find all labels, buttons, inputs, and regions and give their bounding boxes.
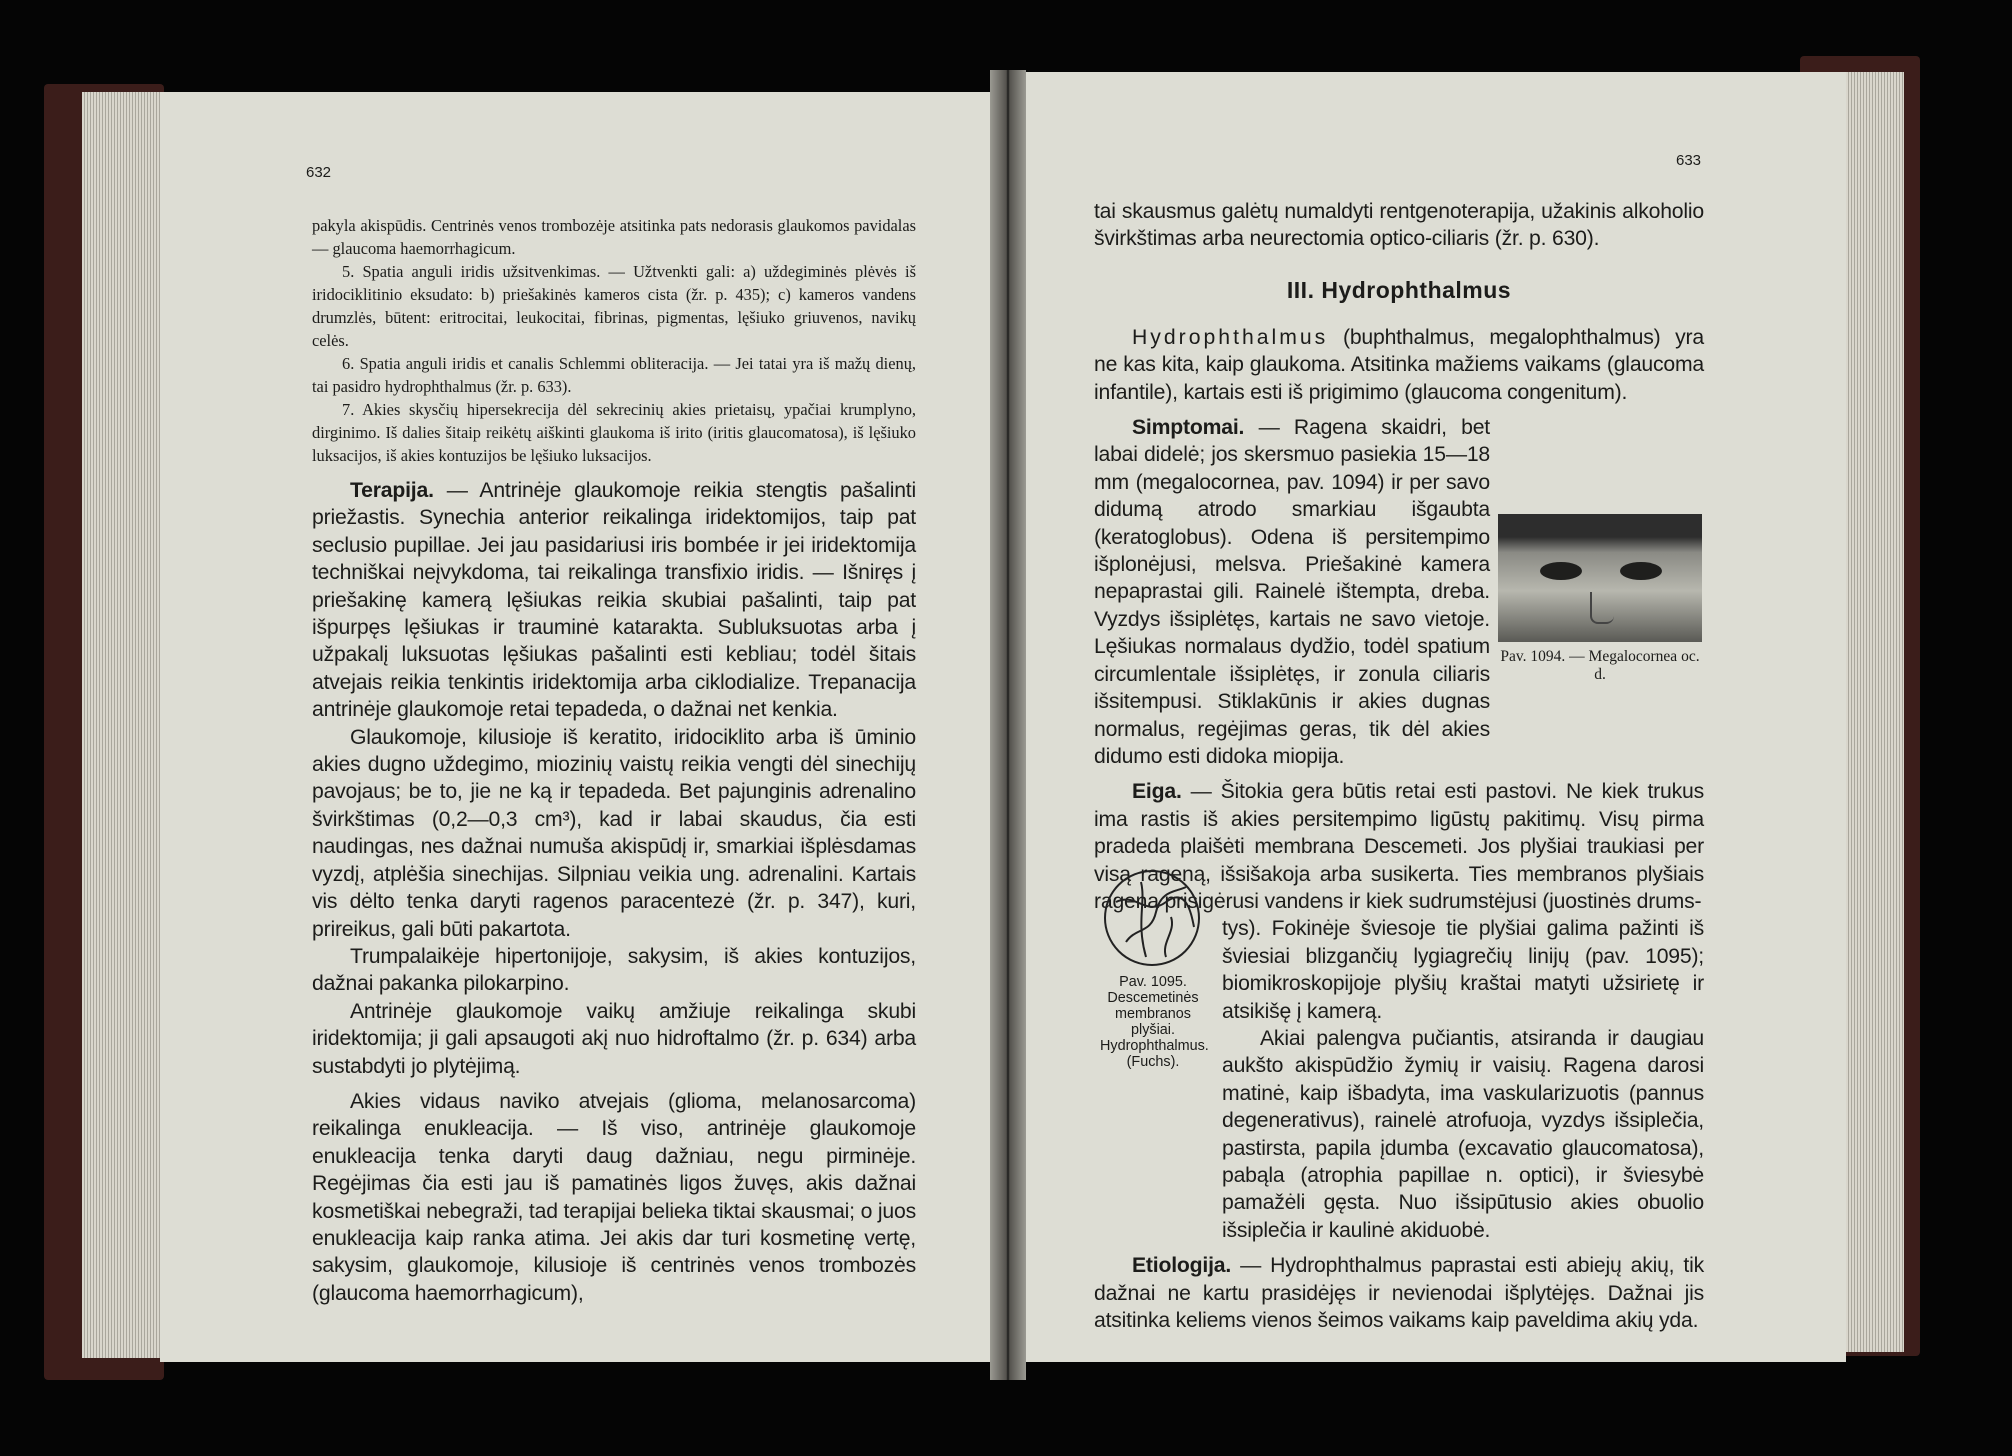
paragraph: — Antrinėje glaukomoje reikia stengtis pašalinti priežastis. Synechia anterior reikalinga iridektomijos, taip pat seclusio pupillae. Jei jau pasidariusi iris bombée ir jei iridektomija techniškai neįvykdoma, tai reikalinga transfixio iridis. — Išniręs į priešakinę kamerą lęšiukas reikia skubiai pašalinti, taip pat išpurpęs lęšiukas ir trauminė katarakta. Subluksuotas arba į užpakalį luksuotas lęšiukas pašalinti esti kebliau; todėl šitais atvejais reikia tenkintis iridektomija arba ciklodialize. Trepanacija antrinėje glaukomoje retai tepadeda, o dažnai net kenkia. [312, 479, 916, 722]
hydro-term: Hydrophthalmus [1132, 325, 1329, 349]
figure-1094 [1498, 514, 1702, 684]
paragraph: tys). Fokinėje šviesoje tie plyšiai galima pažinti iš šviesiai blizgančių lygiagrečių linijų (pav. 1095); biomikroskopijoje plyšių kraštai matyti užsirietę ir atsikišę į kamerą. [1222, 917, 1704, 1023]
section-title: III. Hydrophthalmus [1286, 276, 1512, 303]
right-column [1094, 198, 1704, 1334]
descemet-diagram [1104, 870, 1200, 966]
small-print-block [312, 214, 916, 467]
simptomai-heading: Simptomai. [1132, 416, 1245, 440]
terapija-block [312, 477, 916, 1307]
paragraph: 7. Akies skysčių hipersekrecija dėl sekrecinių akies prietaisų, ypačiai krumplyno, dirginimo. Iš dalies šitaip reikėtų aiškinti glaukoma iš irito (iritis glaucomatosa), iš lęšiuko luksacijos, iš akies kontuzijos be lęšiuko luksacijos. [312, 400, 916, 465]
paragraph: 6. Spatia anguli iridis et canalis Schlemmi obliteracija. — Jei tatai yra iš mažų dienų, tai pasidro hydrophthalmus (žr. p. 633). [312, 354, 916, 396]
figure-1094-caption: Pav. 1094. — Megalocornea oc. d. [1500, 648, 1700, 683]
book-gutter [990, 70, 1026, 1380]
paragraph: Trumpalaikėje hipertonijoje, sakysim, iš akies kontuzijos, dažnai pakanka pilokarpino. [312, 944, 916, 996]
paragraph: — Ragena skaidri, bet labai didelė; jos skersmuo pasiekia 15—18 mm (megalocornea, pav. 1094) ir per savo didumą atrodo smarkiau išgaubta (keratoglobus). Odena iš persitempimo išplonėjusi, melsva. Priešakinė kamera nepaprastai gili. Rainelė ištempta, dreba. Vyzdys išsiplėtęs, kartais ne savo vietoje. Lęšiukas normalaus dydžio, todėl spatium circumlentale išsiplėtęs, ir zonula ciliaris išsitempusi. Stiklakūnis ir akies dugnas normalus, regėjimas geras, tik dėl akies didumo esti didoka miopija. [1094, 416, 1490, 768]
megalocornea-photo [1498, 514, 1702, 642]
paragraph: pakyla akispūdis. Centrinės venos trombozėje atsitinka pats nedorasis glaukomos pavidalas — glaucoma haemorrhagicum. [312, 216, 916, 258]
figure-1095 [1100, 870, 1209, 1070]
paragraph: Glaukomoje, kilusioje iš keratito, iridociklito arba iš ūminio akies dugno uždegimo, miozinių vaistų reikia vengti dėl sinechijų pavojaus; be to, jie ne ką ir tepadeda. Bet pajunginis adrenalino švirkštimas (0,2—0,3 cm³), kad ir labai skaudus, čia esti naudingas, nes dažnai numuša akispūdį ir, smarkiai išplėsdamas vyzdį, atplėšia sinechijas. Silpniau veikia ung. adrenalini. Kartais vis dėlto tenka daryti ragenos paracentezė (žr. p. 347), kuri, prireikus, gali būti pakartota. [312, 725, 916, 941]
paragraph: — Hydrophthalmus paprastai esti abiejų akių, tik dažnai ne kartu prasidėjęs ir nevienodai išplytėjęs. Dažnai jis atsitinka keliems vienos šeimos vaikams kaip paveldima akių yda. [1094, 1254, 1704, 1333]
paragraph: (buphthalmus, megalophthalmus) yra ne kas kita, kaip glaukoma. Atsitinka mažiems vaikams (glaucoma infantile), kartais esti iš prigimimo (glaucoma congenitum). [1094, 325, 1704, 404]
etiologija-heading: Etiologija. [1132, 1254, 1232, 1278]
paragraph: tai skausmus galėtų numaldyti rentgenoterapija, užakinis alkoholio švirkštimas arba neurectomia optico-ciliaris (žr. p. 630). [1094, 200, 1704, 251]
paragraph: Antrinėje glaukomoje vaikų amžiuje reikalinga skubi iridektomija; ji gali apsaugoti akį nuo hidroftalmo (žr. p. 634) arba sustabdyti jo plytėjimą. [312, 999, 916, 1078]
page-number-left: 632 [306, 164, 332, 181]
page-edges-left [82, 92, 172, 1358]
page-edges-right [1840, 72, 1904, 1352]
paragraph: — Šitokia gera būtis retai esti pastovi. Ne kiek trukus ima rastis iš akies persitempimo ligūstų pakitimų. Visų pirma pradeda plaišėti membrana Descemeti. Jos plyšiai traukiasi per visą rageną, išsišakoja arba susikerta. Ties membranos plyšiais ragena prisigėrusi vandens ir kiek sudrumstėjusi (juostinės drums- [1094, 780, 1704, 913]
paragraph: Akiai palengva pučiantis, atsiranda ir daugiau aukšto akispūdžio žymių ir vaisių. Ragena darosi matinė, kaip išbadyta, ima vaskularizuotis (pannus degenerativus), rainelė atrofuoja, vyzdys išsiplečia, pastirsta, papila įdumba (excavatio glaucomatosa), pabąla (atrophia papillae n. optici), ir šviesybė pamažėli gęsta. Nuo išsipūtusio akies obuolio išsiplečia ir kaulinė akiduobė. [1222, 1026, 1704, 1242]
terapija-heading: Terapija. [350, 479, 434, 502]
paragraph: 5. Spatia anguli iridis užsitvenkimas. — Užtvenkti gali: a) uždegiminės plėvės iš iridociklitinio eksudato: b) priešakinės kameros cista (žr. p. 435); c) kameros vandens drumzlės, būtent: eritrocitai, leukocitai, fibrinas, pigmentas, lęšiuko griuvenos, navikų celės. [312, 262, 916, 350]
page-number-right: 633 [1676, 152, 1702, 169]
figure-1095-caption: Pav. 1095. Descemetinės membranos plyšiai. Hydrophthalmus.(Fuchs). [1100, 974, 1209, 1070]
paragraph: Akies vidaus naviko atvejais (glioma, melanosarcoma) reikalinga enukleacija. — Iš viso, antrinėje glaukomoje enukleacija tenka daryti daug dažniau, negu pirminėje. Regėjimas čia esti jau iš pamatinės ligos žuvęs, akis dažnai kosmetiškai nebegraži, tad terapijai belieka tiktai skausmai; o juos enukleacija kaip ranka atima. Jei akis dar turi kosmetinę vertę, sakysim, glaukomoje, kilusioje iš centrinės venos trombozės (glaucoma haemorrhagicum), [312, 1089, 916, 1305]
left-column [312, 214, 916, 1307]
eiga-heading: Eiga. [1132, 780, 1182, 804]
